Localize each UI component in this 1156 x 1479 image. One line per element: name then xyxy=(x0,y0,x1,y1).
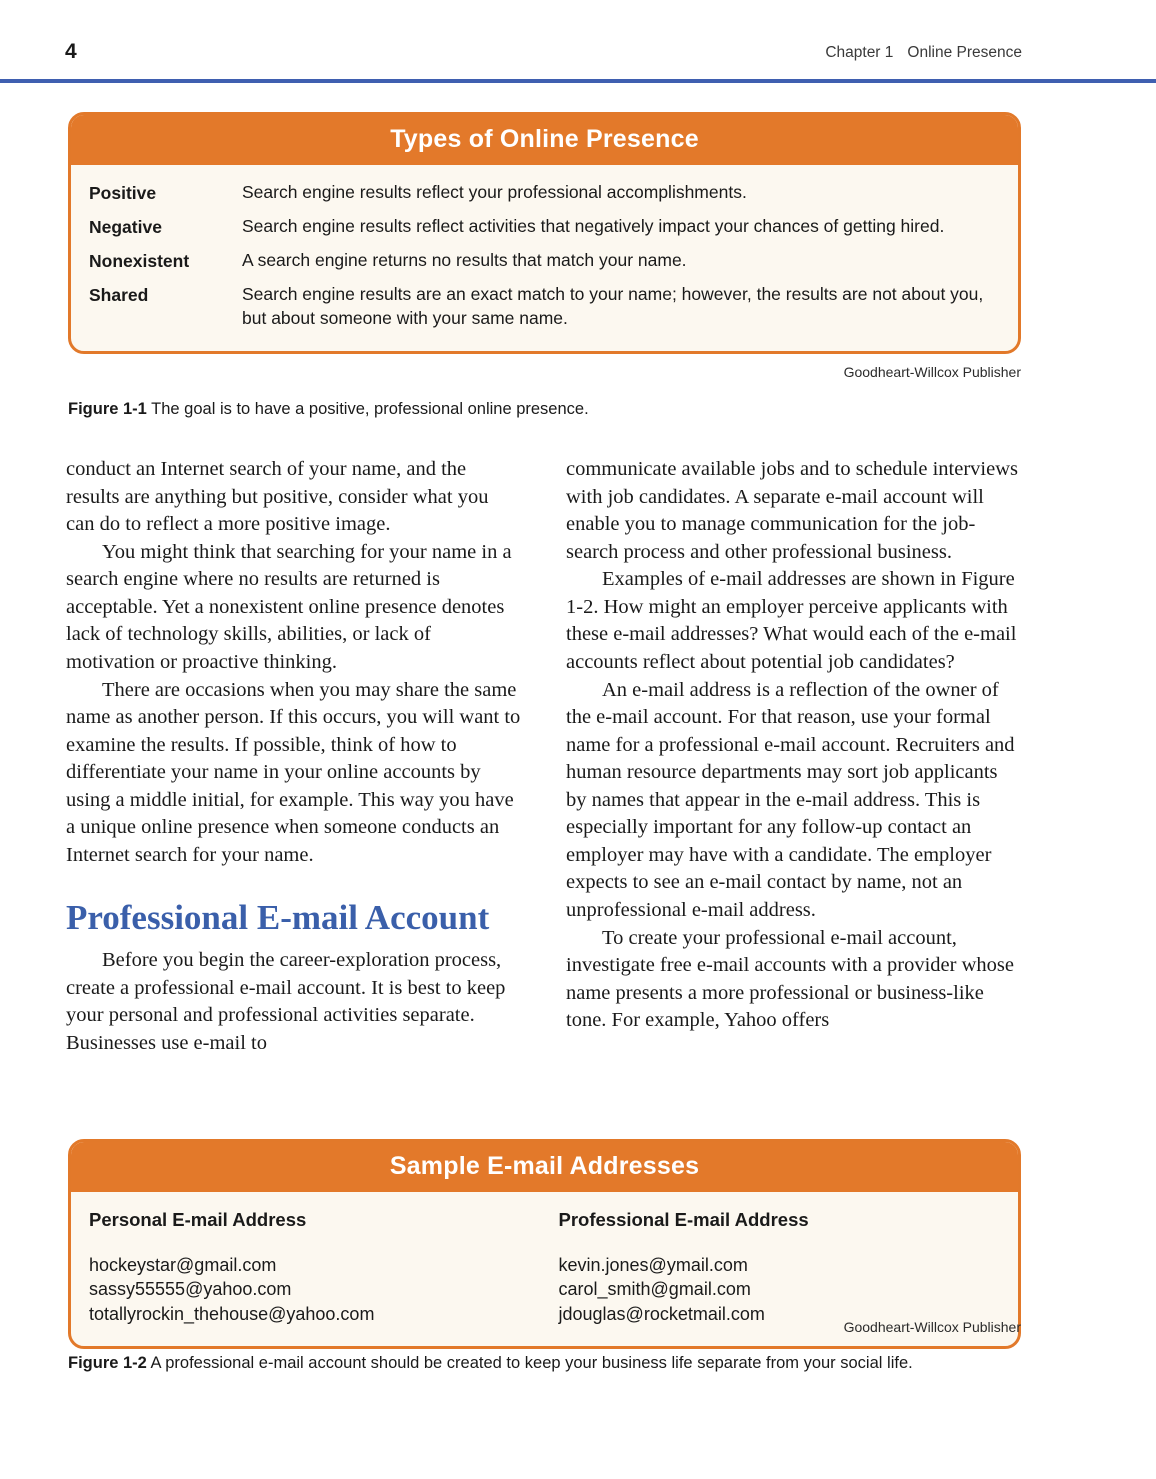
paragraph: Examples of e-mail addresses are shown in Figure 1-2. How might an employer perceive applicants with these e-mail addresses? What would each of the e-mail accounts reflect about potential job candidates? xyxy=(566,568,1017,673)
email-address: totallyrockin_thehouse@yahoo.com xyxy=(89,1303,375,1324)
figure-1-2-caption-text: A professional e-mail account should be created to keep your business life separate from your social life. xyxy=(150,1354,913,1372)
chapter-number: Chapter 1 xyxy=(825,44,894,61)
row-term: Nonexistent xyxy=(89,250,190,271)
figure-1-1-box xyxy=(68,112,1021,354)
figure-1-1-caption-label: Figure 1-1 xyxy=(68,400,147,418)
email-address: sassy55555@yahoo.com xyxy=(89,1279,292,1300)
row-description: A search engine returns no results that match your name. xyxy=(242,249,687,270)
email-address: carol_smith@gmail.com xyxy=(558,1279,751,1300)
figure-1-1-credit: Goodheart-Willcox Publisher xyxy=(843,364,1021,380)
header-rule xyxy=(0,79,1156,83)
figure-1-2-title: Sample E-mail Addresses xyxy=(71,1142,1018,1192)
figure-1-2-credit: Goodheart-Willcox Publisher xyxy=(843,1319,1021,1335)
professional-email-column xyxy=(541,1209,993,1326)
email-columns xyxy=(71,1203,1018,1330)
chapter-title: Online Presence xyxy=(907,44,1022,61)
table-row xyxy=(71,278,1018,336)
row-description: Search engine results reflect activities that negatively impact your chances of getting hired. xyxy=(242,215,945,236)
personal-email-column xyxy=(89,1209,541,1326)
email-address: jdouglas@rocketmail.com xyxy=(558,1303,765,1324)
figure-1-1-caption xyxy=(68,398,1021,420)
row-description: Search engine results reflect your professional accomplishments. xyxy=(242,182,747,202)
figure-1-2-caption-label: Figure 1-2 xyxy=(68,1354,147,1372)
table-row xyxy=(71,244,1018,278)
paragraph: An e-mail address is a reflection of the owner of the e-mail account. For that reason, use your formal name for a professional e-mail account. Recruiters and human resource departments may sort job applicants by names that appear in the e-mail address. This is especially important for any follow-up contact an employer may have with a candidate. The employer expects to see an e-mail contact by name, not an unprofessional e-mail address. xyxy=(566,678,1015,921)
figure-1-2-box xyxy=(68,1139,1021,1349)
paragraph: communicate available jobs and to schedule interviews with job candidates. A separate e-mail account will enable you to manage communication for the job-search process and other professional business. xyxy=(566,458,1018,563)
column-heading: Personal E-mail Address xyxy=(89,1209,307,1230)
email-address: kevin.jones@ymail.com xyxy=(558,1255,748,1275)
section-heading: Professional E-mail Account xyxy=(66,898,490,938)
paragraph: There are occasions when you may share the same name as another person. If this occurs, you will want to examine the results. If possible, think of how to differentiate your name in your online accounts by using a middle initial, for example. This way you have a unique online presence when someone conducts an Internet search for your name. xyxy=(66,678,521,866)
table-row xyxy=(71,176,1018,210)
column-heading: Professional E-mail Address xyxy=(558,1209,809,1230)
paragraph: Before you begin the career-exploration process, create a professional e-mail account. It is best to keep your personal and professional activities separate. Businesses use e-mail to xyxy=(66,948,506,1054)
body-right-column xyxy=(566,456,1021,1035)
row-description: Search engine results are an exact match to your name; however, the results are not about you, but about someone with your same name. xyxy=(242,283,984,329)
paragraph: conduct an Internet search of your name, and the results are anything but positive, consider what you can do to reflect a more positive image. xyxy=(66,458,489,536)
figure-1-1-title: Types of Online Presence xyxy=(71,115,1018,165)
page-number: 4 xyxy=(65,40,77,63)
running-head xyxy=(0,40,1156,80)
figure-1-1-body xyxy=(71,165,1018,351)
row-term: Positive xyxy=(89,183,157,203)
figure-1-1-caption-text: The goal is to have a positive, professional online presence. xyxy=(151,400,589,418)
figure-1-2-caption xyxy=(68,1352,1043,1374)
email-address: hockeystar@gmail.com xyxy=(89,1255,277,1275)
paragraph: You might think that searching for your name in a search engine where no results are returned is acceptable. Yet a nonexistent online presence denotes lack of technology skills, abilities, or lack of motivation or proactive thinking. xyxy=(66,540,512,673)
row-term: Negative xyxy=(89,216,162,237)
table-row xyxy=(71,210,1018,244)
paragraph: To create your professional e-mail account, investigate free e-mail accounts with a provider whose name presents a more professional or business-like tone. For example, Yahoo offers xyxy=(566,926,1014,1032)
row-term: Shared xyxy=(89,284,149,305)
body-left-column xyxy=(66,456,521,1057)
running-head-chapter xyxy=(825,44,1022,62)
